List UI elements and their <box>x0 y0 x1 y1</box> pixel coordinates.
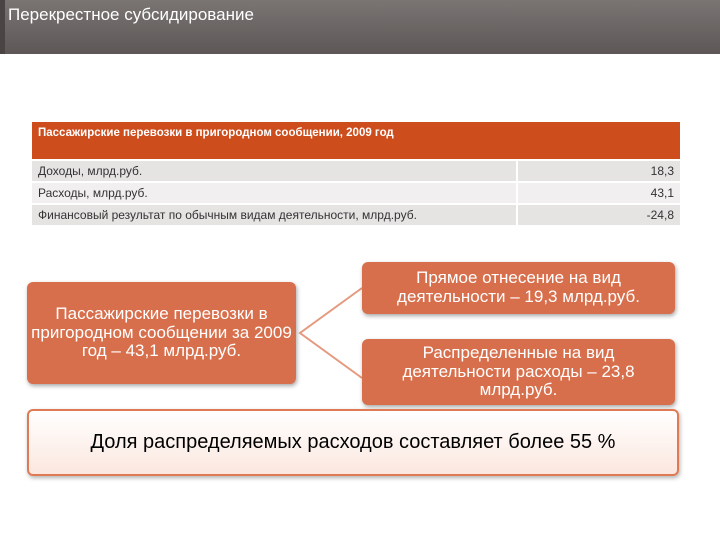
title-bar <box>0 0 720 54</box>
table-row <box>32 204 680 226</box>
summary-box <box>27 409 679 476</box>
slide-title: Перекрестное субсидирование <box>8 5 254 24</box>
distributed-costs-text: Распределенные на вид деятельности расходы – 23,8 млрд.руб. <box>402 342 635 400</box>
total-costs-box <box>27 282 296 384</box>
direct-costs-box <box>362 262 675 314</box>
row-value: 18,3 <box>517 160 680 182</box>
distributed-costs-box <box>362 339 675 405</box>
table-row <box>32 160 680 182</box>
row-label: Финансовый результат по обычным видам деятельности, млрд.руб. <box>32 204 517 226</box>
row-label: Расходы, млрд.руб. <box>32 182 517 204</box>
data-table <box>32 122 680 227</box>
summary-text: Доля распределяемых расходов составляет более 55 % <box>90 431 616 453</box>
total-costs-text: Пассажирские перевозки в пригородном сообщении за 2009 год – 43,1 млрд.руб. <box>31 303 292 361</box>
title-bar-accent <box>0 0 5 54</box>
table-header: Пассажирские перевозки в пригородном сообщении, 2009 год <box>32 122 680 160</box>
row-value: -24,8 <box>517 204 680 226</box>
direct-costs-text: Прямое отнесение на вид деятельности – 19,3 млрд.руб. <box>397 268 640 306</box>
branch-lines <box>300 288 362 378</box>
row-value: 43,1 <box>517 182 680 204</box>
row-label: Доходы, млрд.руб. <box>32 160 517 182</box>
branch-connector <box>296 282 366 384</box>
table-row <box>32 182 680 204</box>
